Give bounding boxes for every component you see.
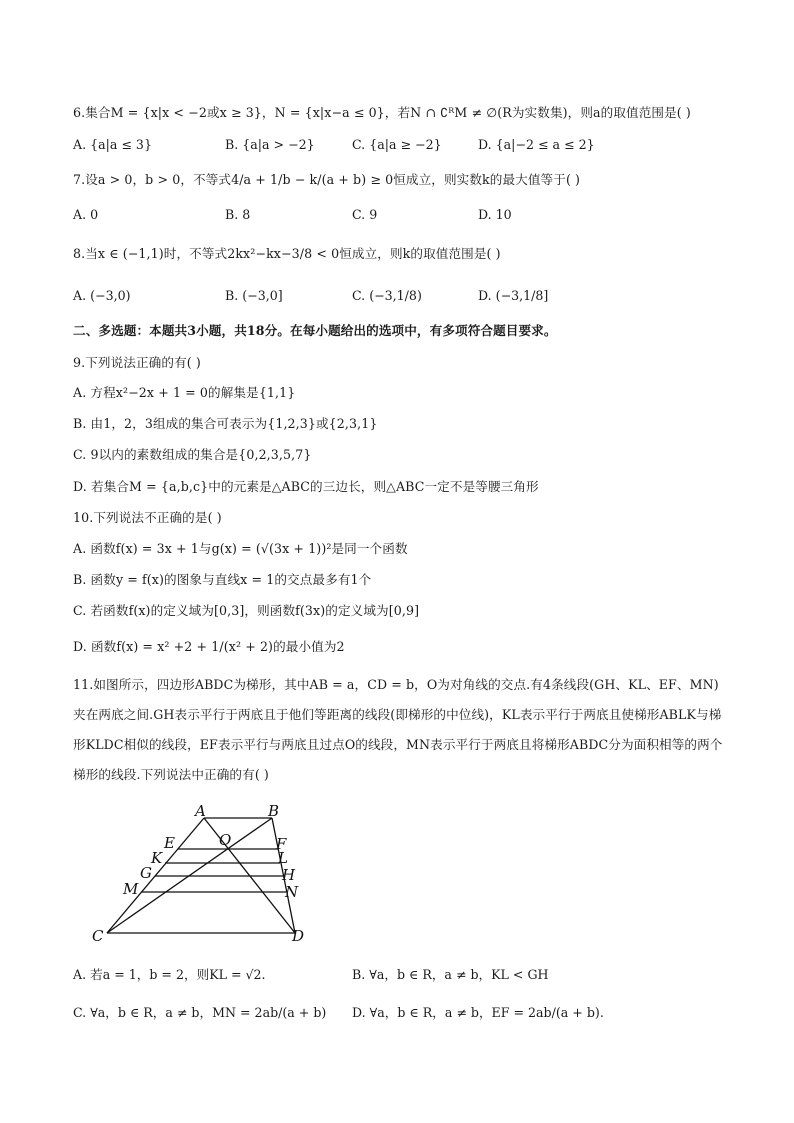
section-2-heading: 二、多选题：本题共3小题，共18分。在每小题给出的选项中，有多项符合题目要求。 xyxy=(73,323,557,338)
q9-stem: 9.下列说法正确的有( ) xyxy=(73,355,201,370)
q7-option-d: D. 10 xyxy=(478,207,512,222)
q11-option-a: A. 若a = 1，b = 2，则KL = √2. xyxy=(73,967,266,982)
q6-option-c: C. {a|a ≥ −2} xyxy=(352,137,442,152)
q8-option-c: C. (−3,1/8) xyxy=(352,288,422,303)
q11-option-b: B. ∀a，b ∈ R，a ≠ b，KL < GH xyxy=(352,967,549,982)
q9-option-c: C. 9以内的素数组成的集合是{0,2,3,5,7} xyxy=(73,447,312,462)
label-e: E xyxy=(164,834,175,852)
label-c: C xyxy=(92,927,104,945)
label-h: H xyxy=(282,866,296,884)
q11-option-c: C. ∀a，b ∈ R，a ≠ b，MN = 2ab/(a + b) xyxy=(73,1005,327,1020)
q10-option-b: B. 函数y = f(x)的图象与直线x = 1的交点最多有1个 xyxy=(73,572,372,587)
q8-option-a: A. (−3,0) xyxy=(73,288,131,303)
q9-option-d: D. 若集合M = {a,b,c}中的元素是△ABC的三边长，则△ABC一定不是等腰三角形 xyxy=(73,479,539,494)
q11-option-d: D. ∀a，b ∈ R，a ≠ b，EF = 2ab/(a + b). xyxy=(352,1005,604,1020)
label-f: F xyxy=(276,835,287,853)
q6-stem: 6.集合M = {x|x < −2或x ≥ 3}，N = {x|x−a ≤ 0}，若N ∩ ∁ᴿM ≠ ∅(R为实数集)，则a的取值范围是( ) xyxy=(73,105,691,120)
q8-option-b: B. (−3,0] xyxy=(225,288,283,303)
q7-stem: 7.设a > 0，b > 0，不等式4/a + 1/b − k/(a + b) ≥ 0恒成立，则实数k的最大值等于( ) xyxy=(73,172,581,187)
q9-option-a: A. 方程x²−2x + 1 = 0的解集是{1,1} xyxy=(73,385,296,400)
label-n: N xyxy=(285,883,299,901)
q7-option-a: A. 0 xyxy=(73,207,99,222)
q10-option-d: D. 函数f(x) = x² +2 + 1/(x² + 2)的最小值为2 xyxy=(73,639,345,654)
q10-option-a: A. 函数f(x) = 3x + 1与g(x) = (√(3x + 1))²是同一个函数 xyxy=(73,541,408,556)
q6-option-a: A. {a|a ≤ 3} xyxy=(73,137,152,152)
label-o: O xyxy=(219,831,232,849)
q9-option-b: B. 由1，2，3组成的集合可表示为{1,2,3}或{2,3,1} xyxy=(73,416,378,431)
label-d: D xyxy=(292,927,305,945)
label-g: G xyxy=(140,864,152,882)
trapezoid-figure xyxy=(85,800,320,948)
q6-option-d: D. {a|−2 ≤ a ≤ 2} xyxy=(478,137,595,152)
label-m: M xyxy=(123,880,139,898)
q6-option-b: B. {a|a > −2} xyxy=(225,137,315,152)
label-l: L xyxy=(278,849,288,867)
label-k: K xyxy=(151,849,163,867)
q10-option-c: C. 若函数f(x)的定义域为[0,3]，则函数f(3x)的定义域为[0,9] xyxy=(73,603,420,618)
q8-option-d: D. (−3,1/8] xyxy=(478,288,549,303)
label-a: A xyxy=(195,802,206,820)
q11-stem: 11.如图所示，四边形ABDC为梯形，其中AB = a，CD = b，O为对角线的交点.有4条线段(GH、KL、EF、MN)夹在两底之间.GH表示平行于两底且于他们等距离的线段(即梯形的中位线)，KL表示平行于两底且使梯形ABLK与梯形KLDC相似的线段，EF表示平行与两底且过点O的线段，MN表示平行于两底且将梯形ABDC分为面积相等的两个梯形的线段.下列说法中正确的有( ) xyxy=(73,677,723,782)
q8-stem: 8.当x ∈ (−1,1)时，不等式2kx²−kx−3/8 < 0恒成立，则k的取值范围是( ) xyxy=(73,246,501,261)
q7-option-b: B. 8 xyxy=(225,207,251,222)
label-b: B xyxy=(268,802,280,820)
q7-option-c: C. 9 xyxy=(352,207,378,222)
q10-stem: 10.下列说法不正确的是( ) xyxy=(73,510,222,525)
